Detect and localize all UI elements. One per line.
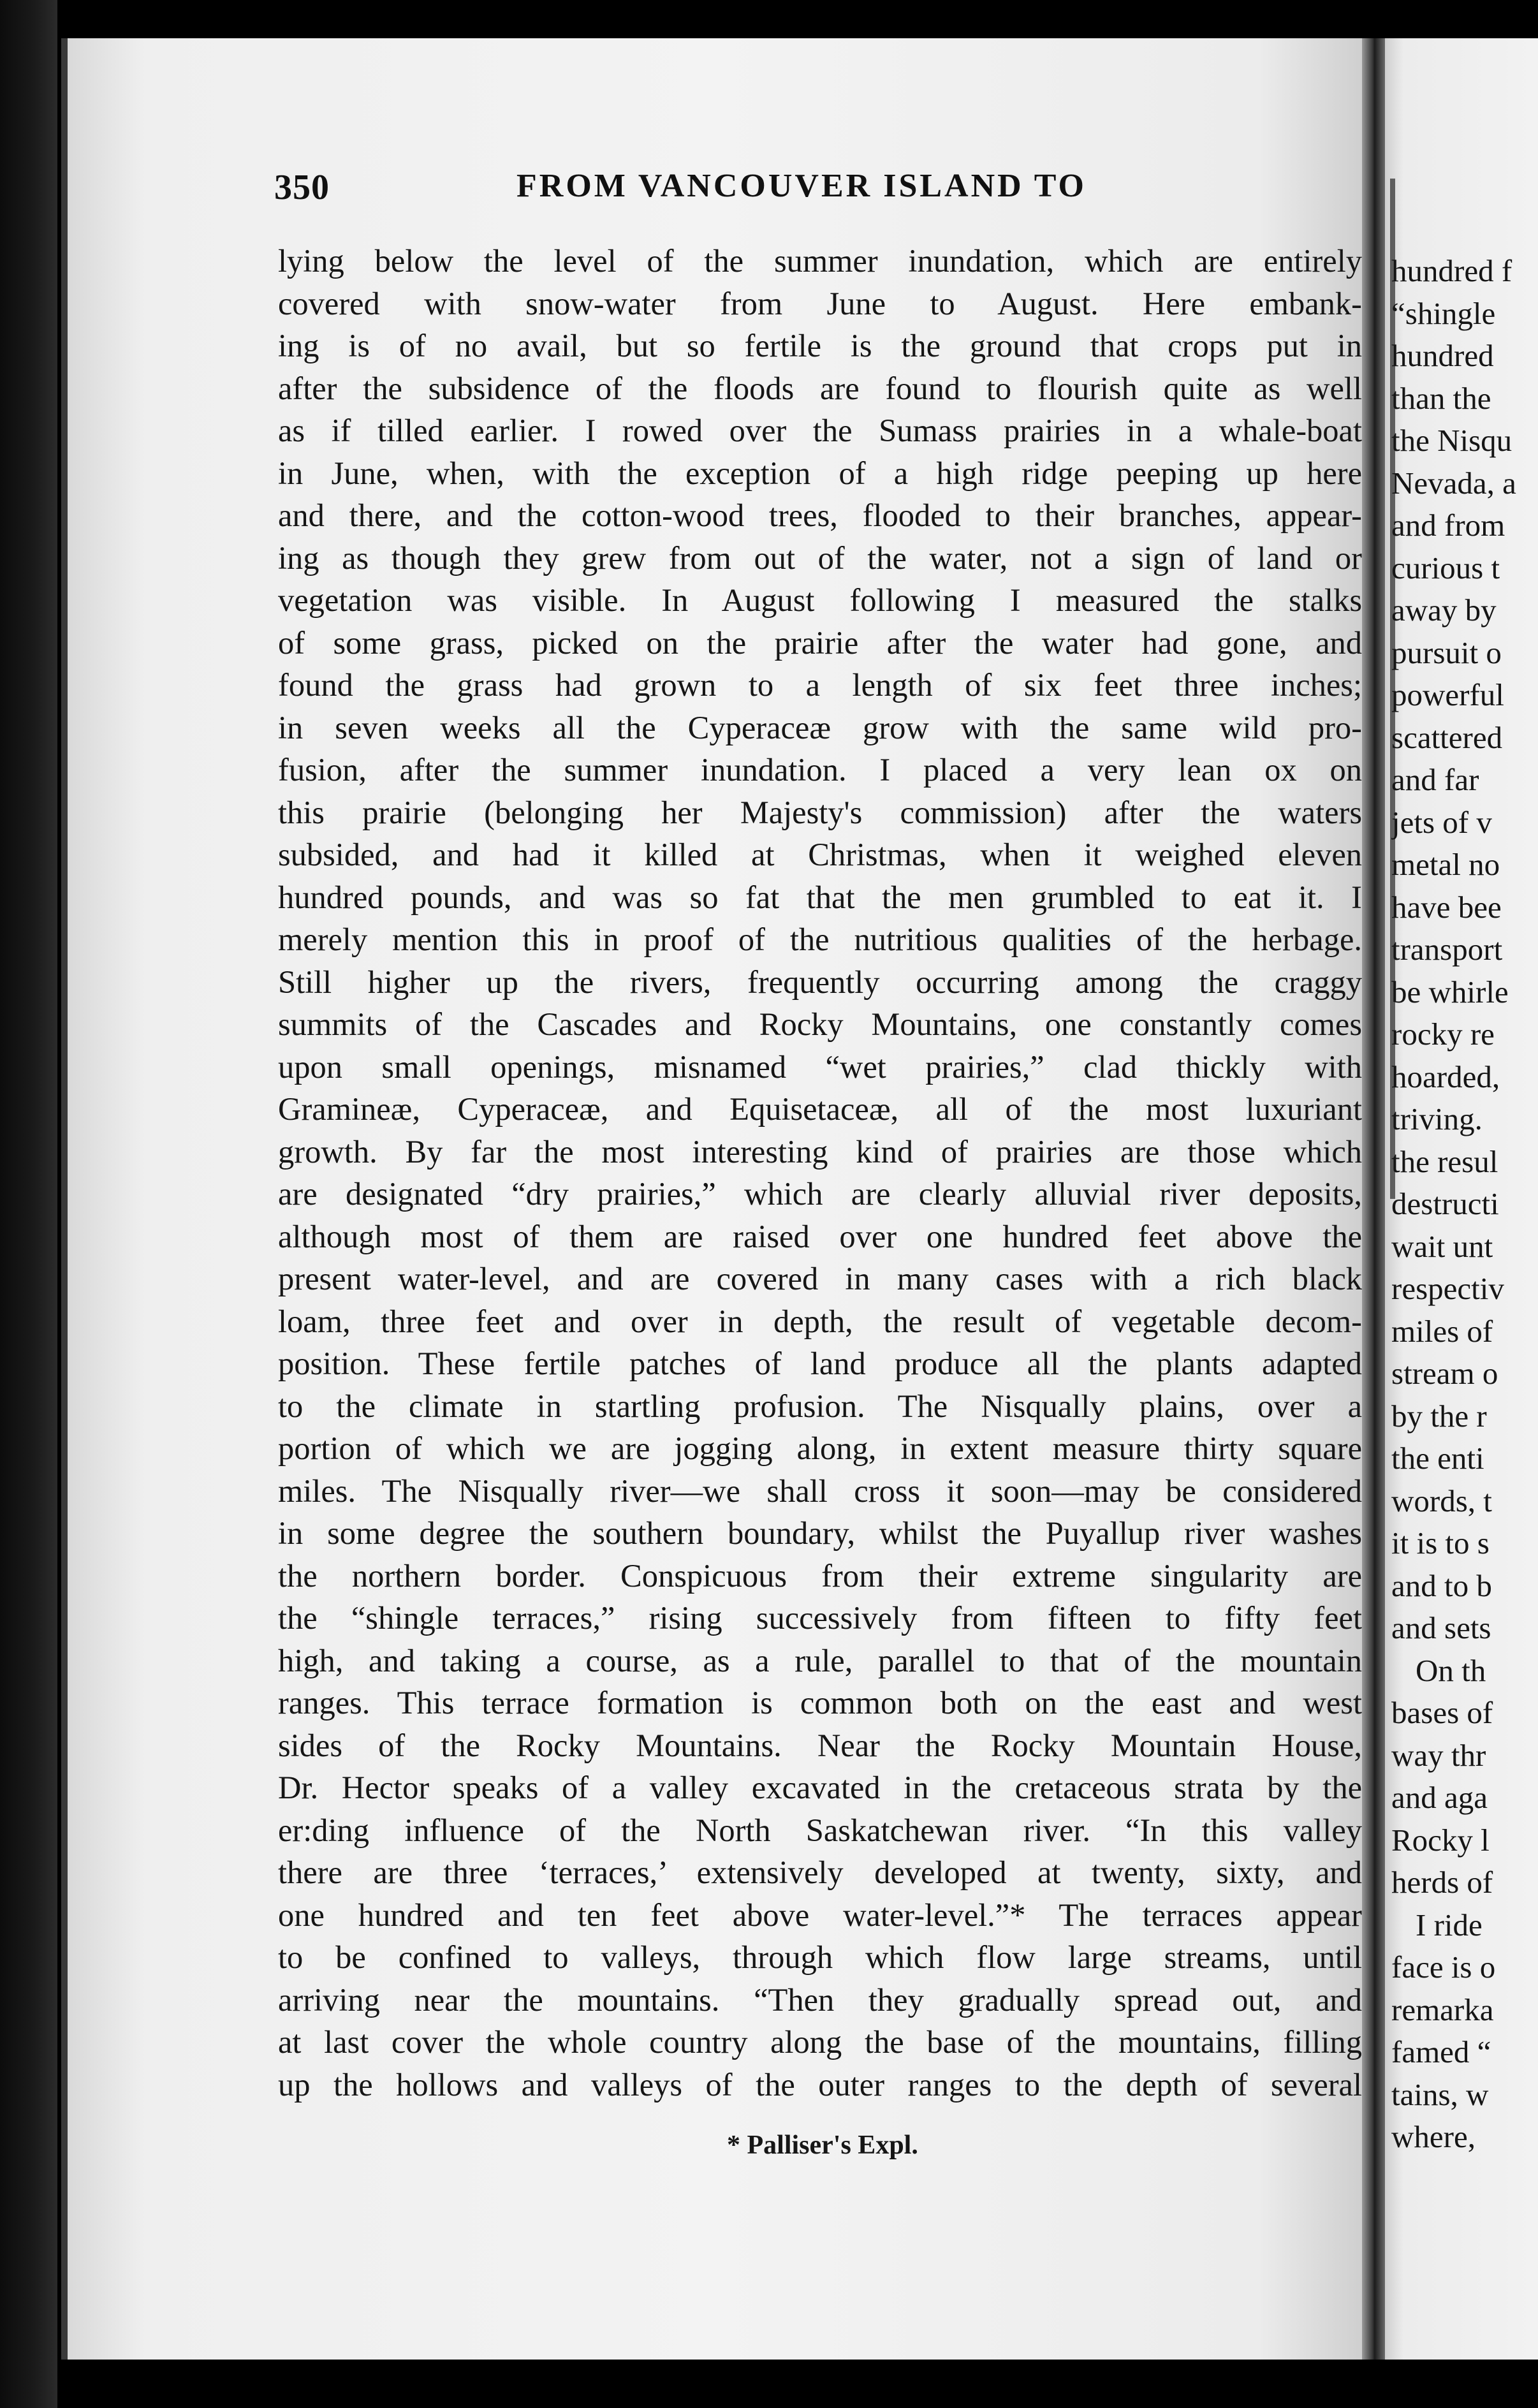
facing-text-line: have bee [1391,889,1502,925]
facing-text-line: way thr [1391,1737,1486,1773]
facing-text-line: be whirle [1391,974,1509,1009]
text-line: miles. The Nisqually river—we shall cross it soon—may be considered [278,1472,1362,1509]
text-line: in June, when, with the exception of a high ridge peeping up here [278,455,1362,491]
facing-text-line: jets of v [1391,804,1492,840]
text-line: er:ding influence of the North Saskatchewan river. “In this valley [278,1812,1362,1848]
text-line: upon small openings, misnamed “wet prairies,” clad thickly with [278,1048,1362,1085]
facing-text-line: wait unt [1391,1228,1493,1264]
text-line: high, and taking a course, as a rule, parallel to that of the mountain [278,1642,1362,1678]
text-line: are designated “dry prairies,” which are clearly alluvial river deposits, [278,1176,1362,1212]
facing-text-line: I ride [1416,1907,1483,1942]
facing-text-line: bases of [1391,1695,1493,1730]
facing-text-line: powerful [1391,677,1504,712]
facing-text-line: away by [1391,592,1497,628]
facing-text-line: Rocky l [1391,1822,1490,1858]
text-line: growth. By far the most interesting kind of prairies are those which [278,1133,1362,1170]
text-line: portion of which we are jogging along, in extent measure thirty square [278,1430,1362,1466]
text-line: and there, and the cotton-wood trees, flooded to their branches, appear- [278,497,1362,533]
facing-text-line: by the r [1391,1398,1487,1434]
text-line: ranges. This terrace formation is common both on the east and west [278,1685,1362,1721]
text-line: in some degree the southern boundary, whilst the Puyallup river washes [278,1515,1362,1551]
text-line: the northern border. Conspicuous from their extreme singularity are [278,1557,1362,1594]
facing-text-line: “shingle [1391,295,1496,331]
text-line: summits of the Cascades and Rocky Mountains, one constantly comes [278,1006,1362,1042]
facing-text-line: and to b [1391,1567,1492,1603]
facing-text-line: and from [1391,508,1505,543]
facing-text-line: and far [1391,762,1479,797]
text-line: sides of the Rocky Mountains. Near the Rocky Mountain House, [278,1727,1362,1763]
text-line: covered with snow-water from June to August. Here embank- [278,285,1362,321]
text-line: lying below the level of the summer inundation, which are entirely [278,243,1362,279]
text-line: found the grass had grown to a length of six feet three inches; [278,667,1362,703]
facing-text-line: than the [1391,380,1491,416]
facing-text-line: the enti [1391,1441,1484,1476]
facing-text-line: metal no [1391,847,1500,882]
text-line: this prairie (belonging her Majesty's commission) after the waters [278,794,1362,830]
text-line: Gramineæ, Cyperaceæ, and Equisetaceæ, all of the most luxuriant [278,1091,1362,1127]
facing-text-line: and sets [1391,1610,1491,1645]
facing-text-line: and aga [1391,1780,1488,1815]
scan-left-edge [0,0,57,2408]
facing-text-line: miles of [1391,1313,1493,1349]
text-line: one hundred and ten feet above water-level.”* The terraces appear [278,1897,1362,1933]
facing-text-line: face is o [1391,1949,1496,1985]
text-line: at last cover the whole country along the base of the mountains, filling [278,2024,1362,2060]
text-line: to be confined to valleys, through which flow large streams, until [278,1939,1362,1975]
text-line: arriving near the mountains. “Then they gradually spread out, and [278,1981,1362,2018]
facing-text-line: hoarded, [1391,1059,1500,1094]
text-line: loam, three feet and over in depth, the result of vegetable decom- [278,1303,1362,1339]
facing-text-line: it is to s [1391,1525,1490,1560]
footnote: * Palliser's Expl. [727,2131,918,2160]
facing-text-line: scattered [1391,719,1503,755]
text-line: subsided, and had it killed at Christmas, when it weighed eleven [278,837,1362,872]
text-line: hundred pounds, and was so fat that the men grumbled to eat it. I [278,879,1362,915]
facing-text-line: rocky re [1391,1017,1495,1052]
facing-text-line: pursuit o [1391,635,1502,670]
facing-text-line: triving. [1391,1101,1483,1136]
page-number: 350 [274,168,330,207]
text-line: in seven weeks all the Cyperaceæ grow with the same wild pro- [278,709,1362,745]
text-line: fusion, after the summer inundation. I placed a very lean ox on [278,752,1362,788]
text-line: to the climate in startling profusion. The Nisqually plains, over a [278,1388,1362,1424]
text-line: the “shingle terraces,” rising successively from fifteen to fifty feet [278,1600,1362,1636]
facing-text-line: famed “ [1391,2034,1491,2069]
facing-text-line: hundred f [1391,253,1512,288]
body-text [278,240,1362,2106]
text-line: there are three ‘terraces,’ extensively developed at twenty, sixty, and [278,1854,1362,1890]
facing-text-line: the resul [1391,1143,1498,1179]
running-head: FROM VANCOUVER ISLAND TO [516,168,1087,204]
text-line: present water-level, and are covered in many cases with a rich black [278,1261,1362,1296]
facing-page-text [1391,250,1538,2159]
text-line: Dr. Hector speaks of a valley excavated in the cretaceous strata by the [278,1770,1362,1805]
facing-text-line: the Nisqu [1391,423,1512,458]
text-line: as if tilled earlier. I rowed over the Sumass prairies in a whale-boat [278,413,1362,448]
facing-text-line: tains, w [1391,2076,1489,2112]
page-header [274,167,1365,212]
facing-text-line: respectiv [1391,1271,1504,1306]
text-line: position. These fertile patches of land produce all the plants adapted [278,1346,1362,1381]
facing-text-line: On th [1416,1652,1486,1688]
text-line: merely mention this in proof of the nutritious qualities of the herbage. [278,921,1362,957]
text-line: ing as though they grew from out of the water, not a sign of land or [278,540,1362,576]
facing-text-line: remarka [1391,1992,1494,2027]
facing-text-line: curious t [1391,550,1500,585]
facing-text-line: destructi [1391,1186,1499,1221]
text-line: after the subsidence of the floods are found to flourish quite as well [278,370,1362,406]
facing-text-line: stream o [1391,1356,1498,1391]
facing-text-line: herds of [1391,1865,1493,1900]
book-gutter [1362,38,1385,2360]
text-line: Still higher up the rivers, frequently occurring among the craggy [278,964,1362,1000]
text-line: although most of them are raised over one hundred feet above the [278,1218,1362,1254]
text-line: ing is of no avail, but so fertile is the ground that crops put in [278,328,1362,363]
text-line: vegetation was visible. In August following I measured the stalks [278,582,1362,618]
text-line: of some grass, picked on the prairie after the water had gone, and [278,624,1362,661]
facing-text-line: Nevada, a [1391,465,1516,501]
facing-text-line: where, [1391,2119,1476,2154]
facing-text-line: hundred [1391,338,1494,373]
text-line: up the hollows and valleys of the outer ranges to the depth of several [278,2066,1362,2103]
facing-text-line: words, t [1391,1483,1492,1518]
facing-text-line: transport [1391,932,1503,967]
